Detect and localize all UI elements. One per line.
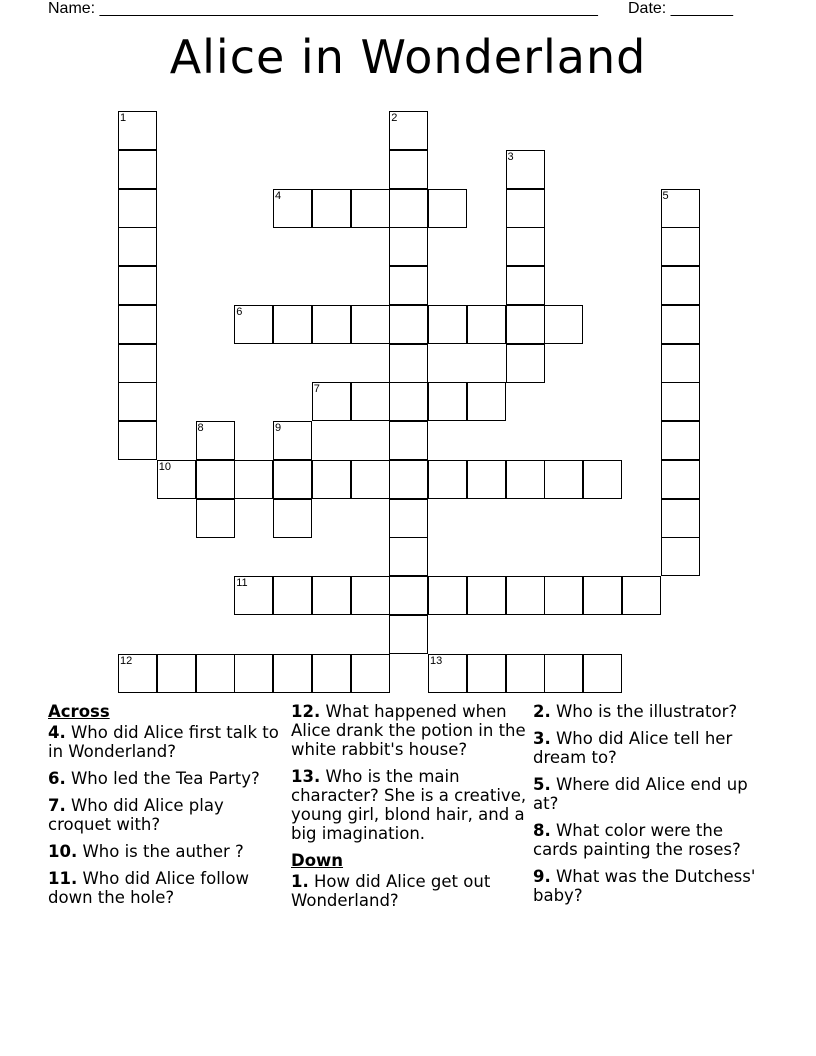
- crossword-cell[interactable]: [389, 382, 428, 421]
- clue-number: 11.: [48, 869, 78, 888]
- crossword-cell[interactable]: [312, 576, 351, 615]
- clue-text: What was the Dutchess' baby?: [533, 867, 756, 905]
- clue-text: Who is the auther ?: [77, 842, 244, 861]
- crossword-cell[interactable]: [351, 654, 390, 693]
- crossword-cell[interactable]: [544, 460, 583, 499]
- cell-number: 13: [430, 654, 443, 667]
- crossword-cell[interactable]: [467, 460, 506, 499]
- clue-number: 1.: [291, 872, 309, 891]
- crossword-cell[interactable]: [118, 654, 157, 693]
- cell-number: 6: [236, 305, 243, 318]
- crossword-cell[interactable]: [506, 189, 545, 228]
- crossword-cell[interactable]: [661, 421, 700, 460]
- clue-text: Who is the main character? She is a creative, young girl, blond hair, and a big imagination.: [291, 767, 527, 843]
- clue-number: 4.: [48, 723, 66, 742]
- crossword-cell[interactable]: [389, 460, 428, 499]
- crossword-cell[interactable]: [506, 305, 545, 344]
- crossword-cell[interactable]: [661, 499, 700, 538]
- clue-down-1: [291, 872, 527, 910]
- clue-text: Who did Alice play croquet with?: [48, 796, 224, 834]
- crossword-cell[interactable]: [389, 344, 428, 383]
- crossword-cell[interactable]: [389, 615, 428, 654]
- crossword-cell[interactable]: [234, 305, 273, 344]
- clue-column-3: [533, 702, 769, 913]
- crossword-cell[interactable]: [389, 266, 428, 305]
- crossword-cell[interactable]: [118, 227, 157, 266]
- cell-number: 12: [120, 654, 133, 667]
- crossword-cell[interactable]: [428, 576, 467, 615]
- clue-number: 3.: [533, 729, 551, 748]
- crossword-cell[interactable]: [467, 654, 506, 693]
- clue-text: Who led the Tea Party?: [65, 769, 260, 788]
- cell-number: 9: [275, 422, 282, 434]
- crossword-cell[interactable]: [428, 305, 467, 344]
- crossword-cell[interactable]: [506, 460, 545, 499]
- crossword-cell[interactable]: [196, 460, 235, 499]
- clue-number: 13.: [291, 767, 321, 786]
- crossword-cell[interactable]: [118, 421, 157, 460]
- crossword-cell[interactable]: [234, 654, 273, 693]
- crossword-cell[interactable]: [428, 189, 467, 228]
- cell-number: 5: [662, 189, 669, 202]
- crossword-cell[interactable]: [273, 654, 312, 693]
- clue-across-11: [48, 869, 284, 907]
- clue-across-6: [48, 769, 284, 788]
- clue-column-2: [291, 702, 527, 918]
- clue-down-5: [533, 775, 769, 813]
- clue-across-10: [48, 842, 284, 861]
- crossword-cell[interactable]: [389, 305, 428, 344]
- crossword-cell[interactable]: [118, 266, 157, 305]
- clue-number: 10.: [48, 842, 78, 861]
- crossword-cell[interactable]: [467, 576, 506, 615]
- clue-number: 2.: [533, 702, 551, 721]
- crossword-cell[interactable]: [389, 421, 428, 460]
- clue-down-9: [533, 867, 769, 905]
- crossword-cell[interactable]: [389, 150, 428, 189]
- clue-number: 7.: [48, 796, 66, 815]
- crossword-cell[interactable]: [661, 305, 700, 344]
- page-title: Alice in Wonderland: [169, 30, 647, 84]
- crossword-cell[interactable]: [389, 537, 428, 576]
- crossword-cell[interactable]: [506, 576, 545, 615]
- crossword-cell[interactable]: [273, 305, 312, 344]
- cell-number: 2: [391, 112, 398, 124]
- crossword-cell[interactable]: [506, 344, 545, 383]
- across-heading: Across: [48, 702, 110, 721]
- crossword-cell[interactable]: [351, 382, 390, 421]
- cell-number: 10: [158, 460, 171, 473]
- cell-number: 11: [236, 577, 248, 589]
- clue-text: How did Alice get out Wonderland?: [291, 872, 491, 910]
- clue-text: Who did Alice follow down the hole?: [48, 869, 249, 907]
- crossword-cell[interactable]: [544, 654, 583, 693]
- crossword-cell[interactable]: [157, 460, 196, 499]
- crossword-cell[interactable]: [506, 227, 545, 266]
- crossword-cell[interactable]: [312, 305, 351, 344]
- crossword-cell[interactable]: [273, 189, 312, 228]
- clue-number: 12.: [291, 702, 321, 721]
- clue-text: What happened when Alice drank the potion in the white rabbit's house?: [291, 702, 526, 759]
- crossword-cell[interactable]: [467, 382, 506, 421]
- crossword-cell[interactable]: [661, 460, 700, 499]
- crossword-cell[interactable]: [506, 654, 545, 693]
- clue-across-13: [291, 767, 527, 843]
- crossword-cell[interactable]: [118, 344, 157, 383]
- crossword-cell[interactable]: [351, 189, 390, 228]
- clue-down-3: [533, 729, 769, 767]
- crossword-cell[interactable]: [428, 382, 467, 421]
- crossword-cell[interactable]: [157, 654, 196, 693]
- crossword-cell[interactable]: [234, 460, 273, 499]
- clue-text: What color were the cards painting the roses?: [533, 821, 741, 859]
- crossword-cell[interactable]: [118, 189, 157, 228]
- date-field-label[interactable]: Date: _______: [628, 0, 733, 17]
- crossword-cell[interactable]: [196, 499, 235, 538]
- crossword-cell[interactable]: [118, 382, 157, 421]
- crossword-cell[interactable]: [351, 305, 390, 344]
- cell-number: 7: [313, 383, 320, 396]
- crossword-cell[interactable]: [544, 576, 583, 615]
- crossword-cell[interactable]: [273, 576, 312, 615]
- cell-number: 8: [197, 422, 204, 434]
- clue-number: 5.: [533, 775, 551, 794]
- crossword-cell[interactable]: [234, 576, 273, 615]
- cell-number: 4: [275, 189, 282, 202]
- crossword-cell[interactable]: [661, 189, 700, 228]
- clue-across-12: [291, 702, 527, 759]
- crossword-cell[interactable]: [622, 576, 661, 615]
- cell-number: 1: [120, 112, 127, 124]
- clue-text: Who did Alice tell her dream to?: [533, 729, 733, 767]
- crossword-cell[interactable]: [389, 499, 428, 538]
- crossword-cell[interactable]: [273, 460, 312, 499]
- crossword-cell[interactable]: [351, 460, 390, 499]
- cell-number: 3: [507, 150, 514, 163]
- crossword-cell[interactable]: [428, 654, 467, 693]
- clue-column-1: [48, 702, 284, 915]
- clue-across-4: [48, 723, 284, 761]
- crossword-cell[interactable]: [661, 344, 700, 383]
- crossword-cell[interactable]: [467, 305, 506, 344]
- crossword-cell[interactable]: [506, 266, 545, 305]
- crossword-cell[interactable]: [118, 111, 157, 150]
- crossword-cell[interactable]: [351, 576, 390, 615]
- crossword-cell[interactable]: [389, 576, 428, 615]
- crossword-cell[interactable]: [428, 460, 467, 499]
- name-field-label[interactable]: Name: ________________________________________________________: [48, 0, 598, 17]
- crossword-cell[interactable]: [389, 227, 428, 266]
- crossword-cell[interactable]: [389, 189, 428, 228]
- crossword-cell[interactable]: [661, 227, 700, 266]
- clue-number: 9.: [533, 867, 551, 886]
- crossword-cell[interactable]: [544, 305, 583, 344]
- crossword-cell[interactable]: [583, 654, 622, 693]
- crossword-cell[interactable]: [661, 537, 700, 576]
- clue-text: Where did Alice end up at?: [533, 775, 748, 813]
- crossword-cell[interactable]: [583, 576, 622, 615]
- crossword-cell[interactable]: [118, 305, 157, 344]
- crossword-cell[interactable]: [118, 150, 157, 189]
- crossword-cell[interactable]: [661, 382, 700, 421]
- crossword-cell[interactable]: [389, 111, 428, 150]
- crossword-cell[interactable]: [506, 150, 545, 189]
- clue-number: 6.: [48, 769, 66, 788]
- clue-down-8: [533, 821, 769, 859]
- down-heading: Down: [291, 851, 344, 870]
- clue-down-2: [533, 702, 769, 721]
- crossword-cell[interactable]: [312, 189, 351, 228]
- crossword-cell[interactable]: [273, 499, 312, 538]
- crossword-cell[interactable]: [661, 266, 700, 305]
- clue-text: Who did Alice first talk to in Wonderland?: [48, 723, 279, 761]
- crossword-cell[interactable]: [312, 382, 351, 421]
- clue-text: Who is the illustrator?: [550, 702, 738, 721]
- crossword-cell[interactable]: [196, 654, 235, 693]
- crossword-cell[interactable]: [273, 421, 312, 460]
- crossword-cell[interactable]: [196, 421, 235, 460]
- crossword-cell[interactable]: [312, 460, 351, 499]
- clue-across-7: [48, 796, 284, 834]
- crossword-cell[interactable]: [583, 460, 622, 499]
- clue-number: 8.: [533, 821, 551, 840]
- crossword-cell[interactable]: [312, 654, 351, 693]
